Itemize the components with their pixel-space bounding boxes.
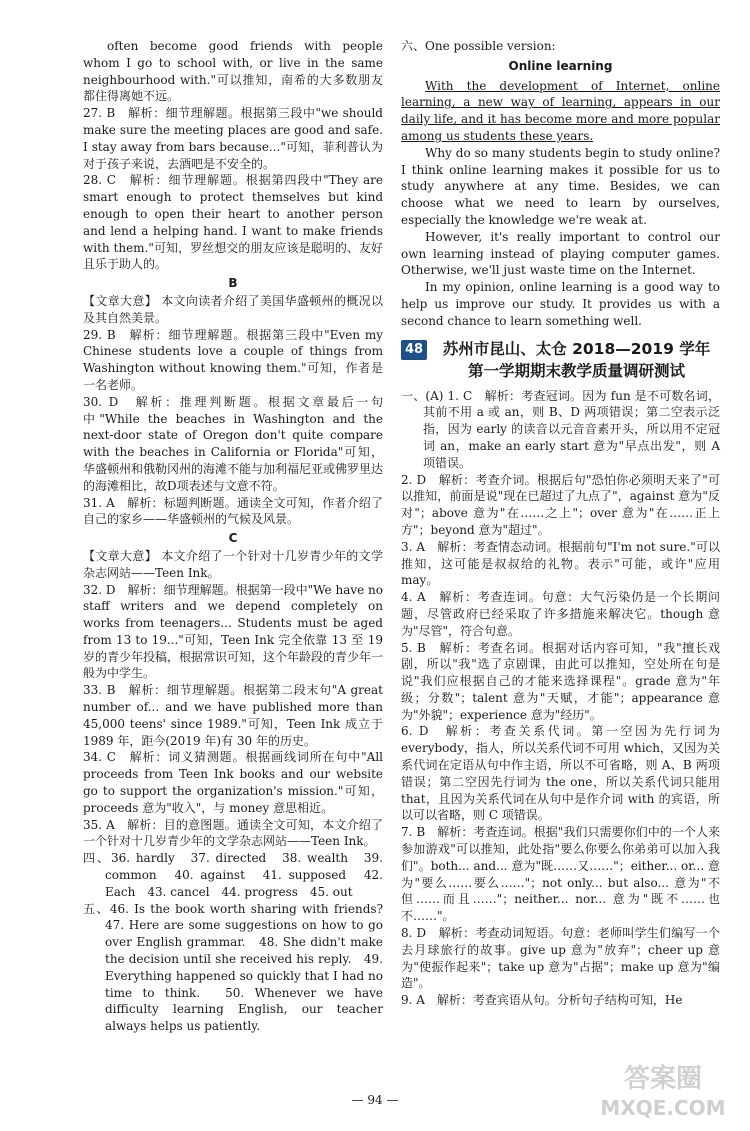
answer-paragraph: 34. C 解析：词义猜测题。根据画线词所在句中"All proceeds from Teen Ink books and our website go to support the organization's mission."可知，proceeds 意为"收入"，与 money 意思相近。: [83, 750, 383, 815]
test-number-badge: 48: [401, 340, 427, 360]
answer-paragraph: 32. D 解析：细节理解题。根据第一段中"We have no staff writers and we depend completely on works from teenagers... Students must be aged from 13 to 19..."可知，Teen Ink 完全依靠 13 至 19 岁的青少年投稿，根据常识可知，这个年龄段的青少年一般为中学生。: [83, 582, 384, 681]
answer-paragraph: 4. A 解析：考查连词。句意：大气污染仍是一个长期问题，尽管政府已经采取了许多措施来解决它。though 意为"尽管"，符合句意。: [401, 590, 720, 638]
answer-paragraph: 5. B 解析：考查名词。根据对话内容可知，"我"擅长戏剧，所以"我"选了京剧课，由此可以推知，空处所在句是说"我们应根据自己的才能来选择课程"。grade 意为"年级；分数"；talent 意为"天赋，才能"；appearance 意为"外貌"；experience 意为"经历"。: [401, 640, 720, 722]
answer-paragraph: 【文章大意】 本文向读者介绍了美国华盛顿州的概况以及其自然美景。: [83, 293, 383, 325]
answer-paragraph: 30. D 解析：推理判断题。根据文章最后一句中"While the beaches in Washington and the next-door state of Oregon don't quite compare with the beaches in California or Florida"可知，华盛顿州和俄勒冈州的海滩不能与加利福尼亚或佛罗里达的海滩相比，故D项表述与文意不符。: [83, 394, 384, 493]
left-column: [83, 38, 396, 1035]
answer-paragraph: 3. A 解析：考查情态动词。根据前句"I'm not sure."可以推知，这可能是叔叔给的礼物。表示"可能，或许"应用 may。: [401, 539, 720, 588]
answer-paragraph: 【文章大意】 本文介绍了一个针对十几岁青少年的文学杂志网站——Teen Ink。: [83, 548, 383, 580]
right-column: [401, 38, 720, 1009]
essay-paragraph: However, it's really important to control our own learning instead of playing computer games. Otherwise, we'll just waste time on the Internet.: [401, 229, 720, 278]
answer-paragraph: 8. D 解析：考查动词短语。句意：老师叫学生们编写一个去月球旅行的故事。give up 意为"放弃"；cheer up 意为"使振作起来"；take up 意为"占据"；make up 意为"编造"。: [401, 926, 720, 991]
test-title-line-1: 苏州市昆山、太仓 2018—2019 学年: [442, 339, 711, 358]
answer-paragraph: 6. D 解析：考查关系代词。第一空因为先行词为 everybody，指人，所以关系代词不可用 which，又因为关系代词在定语从句中作主语，所以不可省略，则 A、B 两项错误；第二空因先行词为 the one，所以关系代词只能用 that，且因为关系代词在从句中是作介词 with 的宾语，所以可以省略，则 C 项错误。: [401, 724, 720, 823]
answer-list: [401, 388, 720, 1009]
answer-paragraph: 一、(A) 1. C 解析：考查冠词。因为 fun 是不可数名词，其前不用 a 或 an，则 B、D 两项错误；第二空表示泛指，因为 early 的读音以元音音素开头，所以用不定冠词 an，make an early start 意为"早点出发"，则 A 项错误。: [401, 388, 720, 470]
essay-underlined-paragraph: [401, 78, 720, 145]
answer-paragraph: 33. B 解析：细节理解题。根据第二段末句"A great number of... and we have published more than 45,000 teens' since 1989."可知，Teen Ink 成立于1989 年，距今(2019 年)有 30 年的历史。: [83, 683, 383, 748]
answer-paragraph: 28. C 解析：细节理解题。根据第四段中"They are smart enough to protect themselves but kind enough to open their heart to another person and lend a helping hand. I want to make friends with them."可知，罗丝想交的朋友应该是聪明的、友好且乐于助人的。: [83, 173, 383, 272]
answer-paragraph: 2. D 解析：考查介词。根据后句"恐怕你必须明天来了"可以推知，前面是说"现在已超过了九点了"，against 意为"反对"；above 意为"在……之上"；over 意为"在……正上方"；beyond 意为"超过"。: [401, 472, 720, 537]
test-section-header: [401, 338, 720, 382]
answer-paragraph: 9. A 解析：考查宾语从句。分析句子结构可知，He: [401, 993, 683, 1008]
section-heading: B: [228, 276, 238, 291]
section-heading: C: [228, 531, 238, 546]
answer-paragraph: 四、36. hardly 37. directed 38. wealth 39. common 40. against 41. supposed 42. Each 43. cancel 44. progress 45. out: [83, 851, 383, 899]
watermark-line-1: 答案圈: [623, 1064, 703, 1094]
answer-paragraph: 27. B 解析：细节理解题。根据第三段中"we should make sure the meeting places are good and safe. I stay away from bars because..."可知，菲利普认为对于孩子来说，去酒吧是不安全的。: [83, 106, 383, 171]
test-title-line-2: 第一学期期末教学质量调研测试: [467, 361, 685, 380]
page-number: — 94 —: [351, 1093, 399, 1107]
answer-paragraph: 五、46. Is the book worth sharing with friends? 47. Here are some suggestions on how to go over English grammar. 48. She didn't make the decision until she received his reply. 49. Everything happened so quickly that I had no time to think. 50. Whenever we have difficulty learning English, our teacher always helps us patiently.: [83, 901, 396, 1034]
page-number-text: 94: [367, 1093, 383, 1107]
answer-paragraph: 29. B 解析：细节理解题。根据第三段中"Even my Chinese students love a couple of things from Washington without knowing them."可知，作者是一名老师。: [83, 327, 383, 392]
answer-paragraph: often become good friends with people whom I go to school with, or live in the same neighbourhood with."可以推知，南希的大多数朋友都住得离她不远。: [83, 39, 383, 104]
answer-paragraph: 7. B 解析：考查连词。根据"我们只需要你们中的一个人来参加游戏"可以推知，此处指"要么你要么你弟弟可以加入我们"。both... and... 意为"既……又……"；either... or... 意为"要么……要么……"；not only... but also... 意为"不但……而且……"；neither... nor... 意为"既不……也不……"。: [401, 825, 720, 924]
essay-title: Online learning: [508, 58, 613, 73]
writing-intro: 六、One possible version:: [401, 39, 556, 53]
answer-paragraph: 35. A 解析：目的意图题。通读全文可知，本文介绍了一个针对十几岁青少年的文学杂志网站——Teen Ink。: [83, 817, 383, 849]
watermark-line-2: MXQE.COM: [600, 1096, 726, 1120]
essay-paragraph: In my opinion, online learning is a good way to help us improve our study. It provides us with a second chance to learn something well.: [401, 280, 720, 328]
watermark-logo: [588, 1057, 738, 1123]
essay-paragraph: Why do so many students begin to study online? I think online learning makes it possible for us to study anywhere at any time. Besides, we can choose what we need to learn by ourselves, especially the knowledge we're weak at.: [401, 145, 720, 227]
essay-underlined-text: With the development of Internet, online learning, a new way of learning, appears in our daily life, and it has become more and more popular among us students these years.: [401, 78, 720, 143]
answer-paragraph: 31. A 解析：标题判断题。通读全文可知，作者介绍了自己的家乡——华盛顿州的气候及风景。: [83, 495, 383, 527]
